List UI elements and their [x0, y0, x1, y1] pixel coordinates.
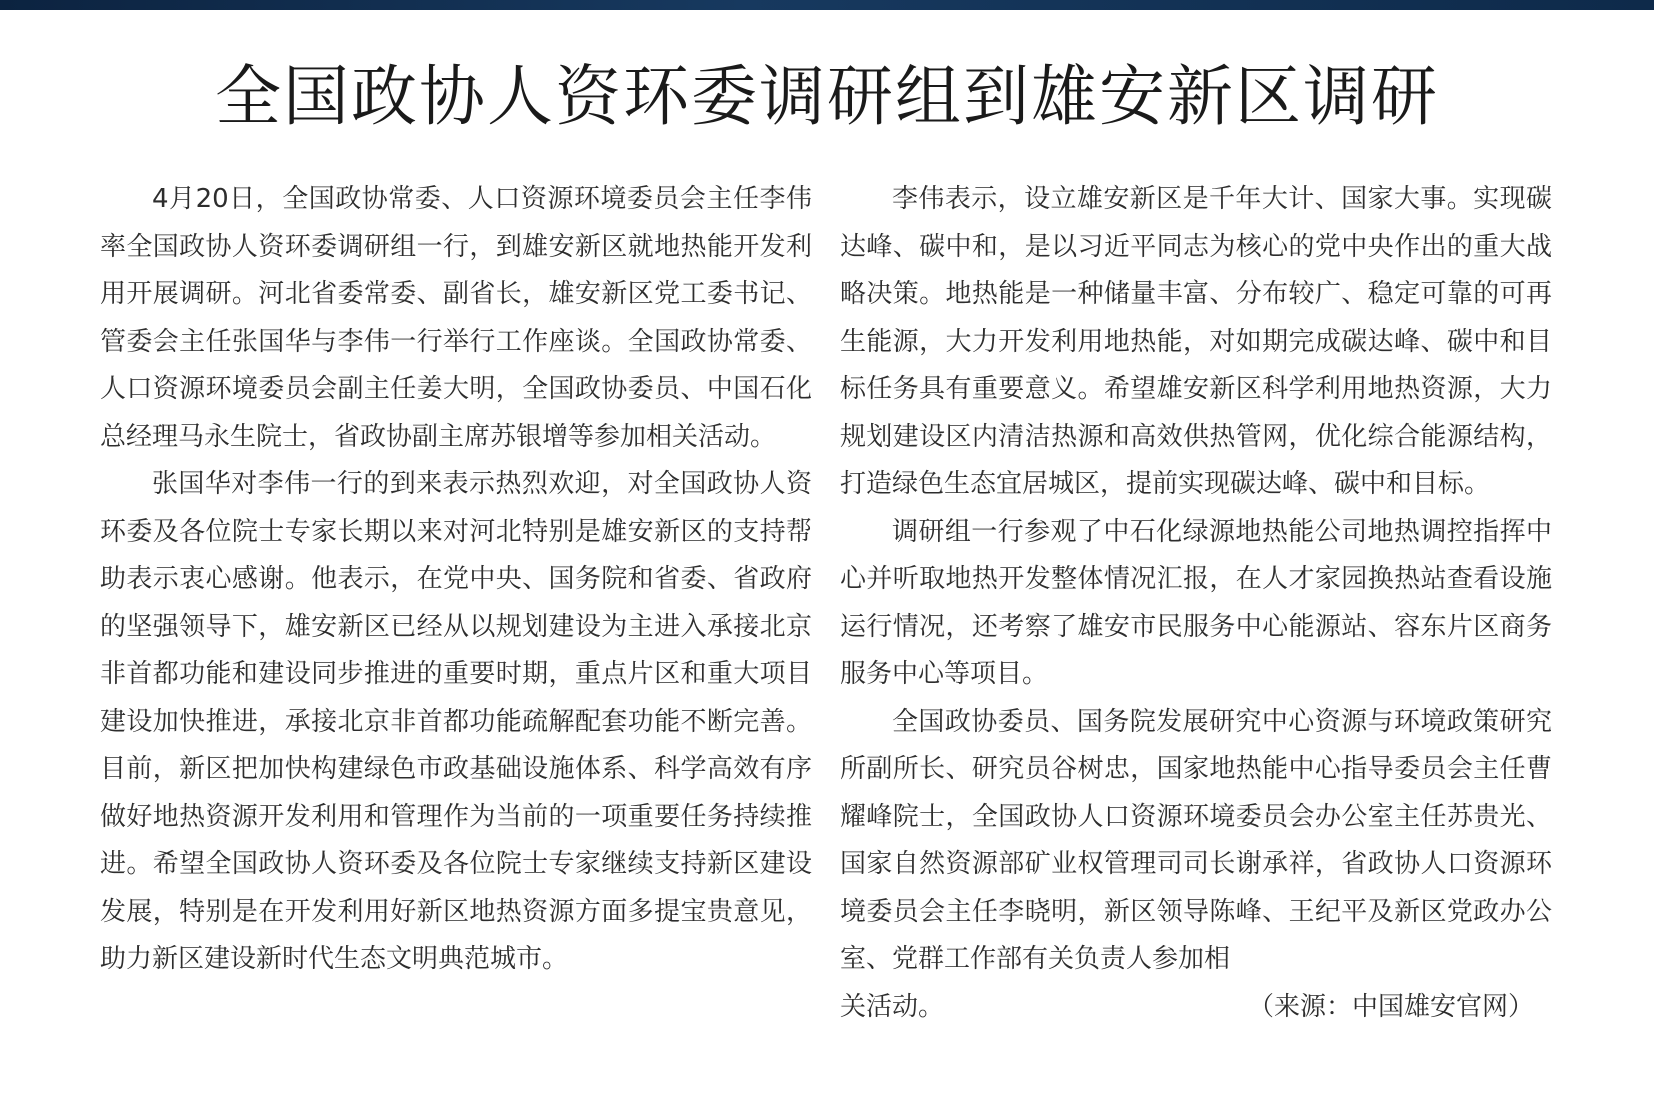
paragraph-3: 李伟表示，设立雄安新区是千年大计、国家大事。实现碳达峰、碳中和，是以习近平同志为核心的党中央作出的重大战略决策。地热能是一种储量丰富、分布较广、稳定可靠的可再生能源，大力开发利用地热能，对如期完成碳达峰、碳中和目标任务具有重要意义。希望雄安新区科学利用地热资源，大力规划建设区内清洁热源和高效供热管网，优化综合能源结构，打造绿色生态宜居城区，提前实现碳达峰、碳中和目标。 [840, 184, 1552, 499]
paragraph-5: 全国政协委员、国务院发展研究中心资源与环境政策研究所副所长、研究员谷树忠，国家地热能中心指导委员会主任曹耀峰院士，全国政协人口资源环境委员会办公室主任苏贵光、国家自然资源部矿业权管理司司长谢承祥，省政协人口资源环境委员会主任李晓明，新区领导陈峰、王纪平及新区党政办公室、党群工作部有关负责人参加相 [840, 706, 1552, 974]
top-banner-bar [0, 0, 1654, 10]
paragraph-2: 张国华对李伟一行的到来表示热烈欢迎，对全国政协人资环委及各位院士专家长期以来对河北特别是雄安新区的支持帮助表示衷心感谢。他表示，在党中央、国务院和省委、省政府的坚强领导下，雄安新区已经从以规划建设为主进入承接北京非首都功能和建设同步推进的重要时期，重点片区和重大项目建设加快推进，承接北京非首都功能疏解配套功能不断完善。目前，新区把加快构建绿色市政基础设施体系、科学高效有序做好地热资源开发利用和管理作为当前的一项重要任务持续推进。希望全国政协人资环委及各位院士专家继续支持新区建设发展，特别是在开发利用好新区地热资源方面多提宝贵意见，助力新区建设新时代生态文明典范城市。 [100, 469, 812, 974]
article-title: 全国政协人资环委调研组到雄安新区调研 [215, 58, 1439, 135]
paragraph-5-end: 关活动。 [840, 991, 945, 1022]
source-credit: （来源：中国雄安官网） [1247, 991, 1534, 1022]
left-column [100, 176, 812, 984]
paragraph-1: 4月20日，全国政协常委、人口资源环境委员会主任李伟率全国政协人资环委调研组一行，到雄安新区就地热能开发利用开展调研。河北省委常委、副省长，雄安新区党工委书记、管委会主任张国华与李伟一行举行工作座谈。全国政协常委、人口资源环境委员会副主任姜大明，全国政协委员、中国石化总经理马永生院士，省政协副主席苏银增等参加相关活动。 [100, 184, 812, 452]
closing-line [840, 984, 1552, 1032]
right-column [840, 176, 1552, 1031]
paragraph-4: 调研组一行参观了中石化绿源地热能公司地热调控指挥中心并听取地热开发整体情况汇报，在人才家园换热站查看设施运行情况，还考察了雄安市民服务中心能源站、容东片区商务服务中心等项目。 [840, 516, 1552, 689]
